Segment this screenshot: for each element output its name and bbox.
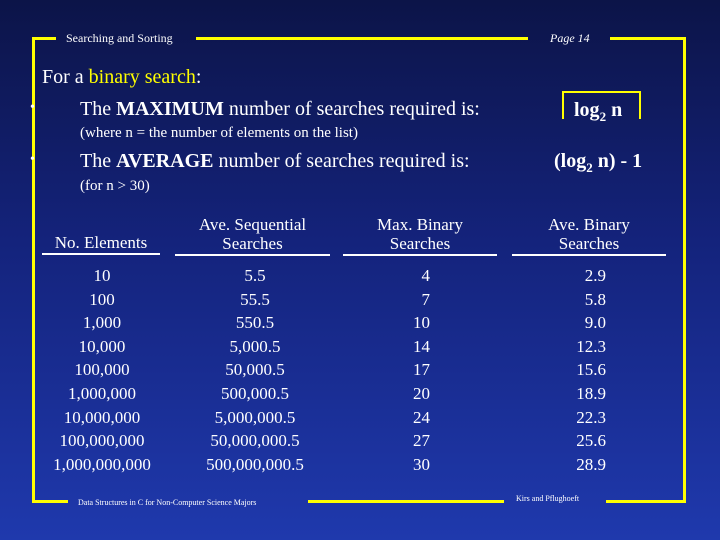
table-cell: 17 (413, 360, 430, 380)
table-cell: 18.9 (576, 383, 606, 403)
table-cell: 5,000.5 (229, 336, 281, 356)
formula-main: (log (554, 150, 587, 172)
header-page-number: Page 14 (550, 31, 590, 45)
table-cell: 4 (421, 266, 430, 285)
table-cell: 1,000,000,000 (53, 454, 151, 474)
formula-end: n) - 1 (592, 150, 643, 172)
frame-bottom-right (606, 500, 686, 503)
table-cell: 20 (413, 383, 430, 403)
column-ave-sequential (195, 264, 315, 476)
table-cell: 100 (89, 289, 115, 309)
table-cell: 10,000,000 (63, 407, 141, 427)
table-cell: 10 (413, 313, 430, 333)
table-cell: 500,000.5 (221, 383, 289, 403)
formula-sub: 2 (599, 109, 607, 124)
bullet-emphasis: AVERAGE (116, 150, 214, 172)
column-header-ave-sequential (175, 215, 330, 253)
bullet-text-before: The (80, 150, 117, 172)
table-cell: 100,000 (74, 360, 130, 380)
table-cell: 28.9 (576, 454, 606, 474)
table-cell: 22.3 (576, 407, 606, 427)
table-cell: 12.3 (576, 336, 606, 356)
bullet-emphasis: MAXIMUM (116, 98, 224, 120)
column-header-elements (42, 233, 160, 252)
formula-end: n (606, 99, 623, 121)
bullet-text-after: number of searches required is: (223, 98, 480, 120)
intro-highlight: binary search (88, 66, 196, 88)
bullet-marker: • (30, 152, 35, 167)
table-cell: 5,000,000.5 (214, 407, 296, 427)
frame-top-right (610, 37, 686, 40)
column-header-ave-binary (512, 215, 666, 253)
frame-top-mid (196, 37, 528, 40)
intro-prefix: For a (42, 66, 89, 88)
column-elements (40, 264, 164, 476)
bullet-text (80, 150, 470, 173)
table-cell: 27 (413, 431, 430, 451)
table-cell: 25.6 (576, 431, 606, 451)
column-header-line2: Searches (389, 234, 451, 253)
table-cell: 10,000 (78, 336, 126, 356)
column-header-line2: Searches (222, 234, 283, 253)
formula-maximum (574, 99, 622, 125)
column-max-binary (390, 264, 430, 476)
column-header-line1: Max. Binary (377, 215, 463, 234)
table-cell: 24 (413, 407, 430, 427)
formula-average (554, 150, 642, 176)
table-cell: 30 (413, 454, 430, 474)
table-cell: 9.0 (584, 313, 606, 333)
column-header-underline (343, 254, 497, 256)
table-cell: 550.5 (235, 313, 275, 333)
column-header-underline (42, 253, 160, 255)
column-header-underline (175, 254, 330, 256)
intro-line (42, 66, 201, 89)
column-ave-binary (568, 264, 606, 476)
table-cell: 10 (93, 266, 111, 285)
header-topic: Searching and Sorting (66, 31, 173, 45)
bullet-text (80, 98, 480, 121)
table-cell: 2.9 (584, 266, 606, 285)
column-header-line1: Ave. Binary (548, 215, 630, 234)
table-cell: 5.5 (244, 266, 266, 285)
intro-suffix: : (195, 66, 202, 88)
table-cell: 1,000,000 (68, 383, 136, 403)
bullet-note-maximum: (where n = the number of elements on the list) (80, 125, 358, 141)
table-cell: 50,000.5 (225, 360, 285, 380)
table-cell: 55.5 (240, 289, 270, 309)
bullet-text-after: number of searches required is: (213, 150, 470, 172)
bullet-text-before: The (80, 98, 117, 120)
table-cell: 5.8 (584, 289, 606, 309)
table-cell: 50,000,000.5 (210, 431, 300, 451)
bullet-marker: • (30, 100, 35, 115)
footer-course: Data Structures in C for Non-Computer Science Majors (78, 498, 257, 507)
footer-authors: Kirs and Pflughoeft (516, 494, 580, 503)
column-header-underline (512, 254, 666, 256)
column-header-line2: Searches (558, 234, 620, 253)
bullet-note-average: (for n > 30) (80, 178, 150, 194)
frame-bottom-mid (308, 500, 504, 503)
column-header-line1: Ave. Sequential (198, 215, 307, 234)
table-cell: 7 (421, 289, 430, 309)
table-cell: 500,000,000.5 (206, 454, 304, 474)
column-header-max-binary (343, 215, 497, 253)
frame-top-left (32, 37, 56, 40)
table-cell: 1,000 (82, 313, 122, 333)
table-cell: 100,000,000 (59, 431, 145, 451)
frame-right (683, 37, 686, 503)
formula-main: log (574, 99, 600, 121)
table-cell: 15.6 (576, 360, 606, 380)
column-header-line2: No. Elements (54, 233, 148, 252)
formula-sub: 2 (586, 160, 593, 175)
frame-bottom-left (32, 500, 68, 503)
table-cell: 14 (413, 336, 430, 356)
